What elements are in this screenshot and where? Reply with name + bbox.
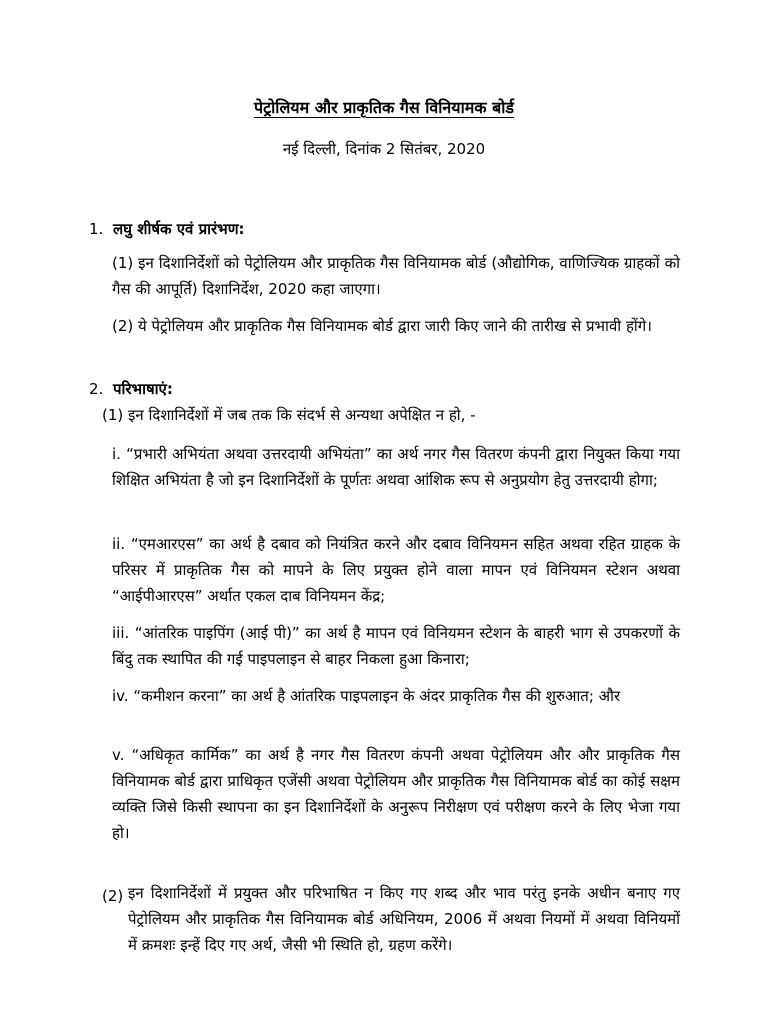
document-title: पेट्रोलियम और प्राकृतिक गैस विनियामक बोर्ड (254, 98, 514, 117)
definition-iii: iii. “आंतरिक पाइपिंग (आई पी)” का अर्थ है मापन एवं विनियमन स्टेशन के बाहरी भाग से उपकरणों के बिंदु तक स्थापित की गई पाइपलाइन से बाहर निकला हुआ किनारा; (112, 624, 680, 668)
definitions-intro: (1) इन दिशानिर्देशों में जब तक कि संदर्भ से अन्यथा अपेक्षित न हो, - (102, 406, 476, 424)
section-1-title: लघु शीर्षक एवं प्रारंभण: (113, 220, 245, 238)
section-1-number: 1. (89, 220, 104, 238)
definition-ii: ii. “एमआरएस” का अर्थ है दबाव को नियंत्रित करने और दबाव विनियमन सहित अथवा रहित ग्राहक के परिसर में प्राकृतिक गैस को मापने के लिए प्रयुक्त होने वाला मापन एवं विनियमन स्टेशन अथवा “आईपीआरएस” अर्थात एकल दाब विनियमन केंद्र; (112, 535, 680, 605)
section-2-heading (89, 379, 173, 399)
place-date-line: नई दिल्ली, दिनांक 2 सितंबर, 2020 (282, 140, 486, 158)
section-2-clause-2: इन दिशानिर्देशों में प्रयुक्त और परिभाषित न किए गए शब्द और भाव परंतु इनके अधीन बनाए गए पेट्रोलियम और प्राकृतिक गैस विनियामक बोर्ड अधिनियम, 2006 में अथवा नियमों में अथवा विनियमों में क्रमशः इन्हें दिए गए अर्थ, जैसी भी स्थिति हो, ग्रहण करेंगे। (128, 884, 680, 954)
definition-i: i. “प्रभारी अभियंता अथवा उत्तरदायी अभियंता” का अर्थ नगर गैस वितरण कंपनी द्वारा नियुक्त किया गया शिक्षित अभियंता है जो इन दिशानिर्देशों के पूर्णतः अथवा आंशिक रूप से अनुप्रयोग हेतु उत्तरदायी होगा; (112, 445, 680, 489)
section-1-clause-2: (2) ये पेट्रोलियम और प्राकृतिक गैस विनियामक बोर्ड द्वारा जारी किए जाने की तारीख से प्रभावी होंगे। (112, 317, 652, 335)
section-1-heading (89, 219, 245, 239)
definition-v: v. “अधिकृत कार्मिक” का अर्थ है नगर गैस वितरण कंपनी अथवा पेट्रोलियम और और प्राकृतिक गैस विनियामक बोर्ड द्वारा प्राधिकृत एजेंसी अथवा पेट्रोलियम और प्राकृतिक गैस विनियामक बोर्ड का कोई सक्षम व्यक्ति जिसे किसी स्थापना का इन दिशानिर्देशों के अनुरूप निरीक्षण एवं परीक्षण करने के लिए भेजा गया हो। (112, 746, 680, 842)
section-2-number: 2. (89, 380, 104, 398)
section-1-clause-1: (1) इन दिशानिर्देशों को पेट्रोलियम और प्राकृतिक गैस विनियामक बोर्ड (औद्योगिक, वाणिज्यिक ग्राहकों को गैस की आपूर्ति) दिशानिर्देश, 2020 कहा जाएगा। (112, 254, 680, 298)
definition-iv: iv. “कमीशन करना” का अर्थ है आंतरिक पाइपलाइन के अंदर प्राकृतिक गैस की शुरुआत; और (112, 687, 621, 705)
section-2-clause-2-number: (2) (102, 887, 124, 905)
section-2-title: परिभाषाएं: (113, 380, 173, 398)
